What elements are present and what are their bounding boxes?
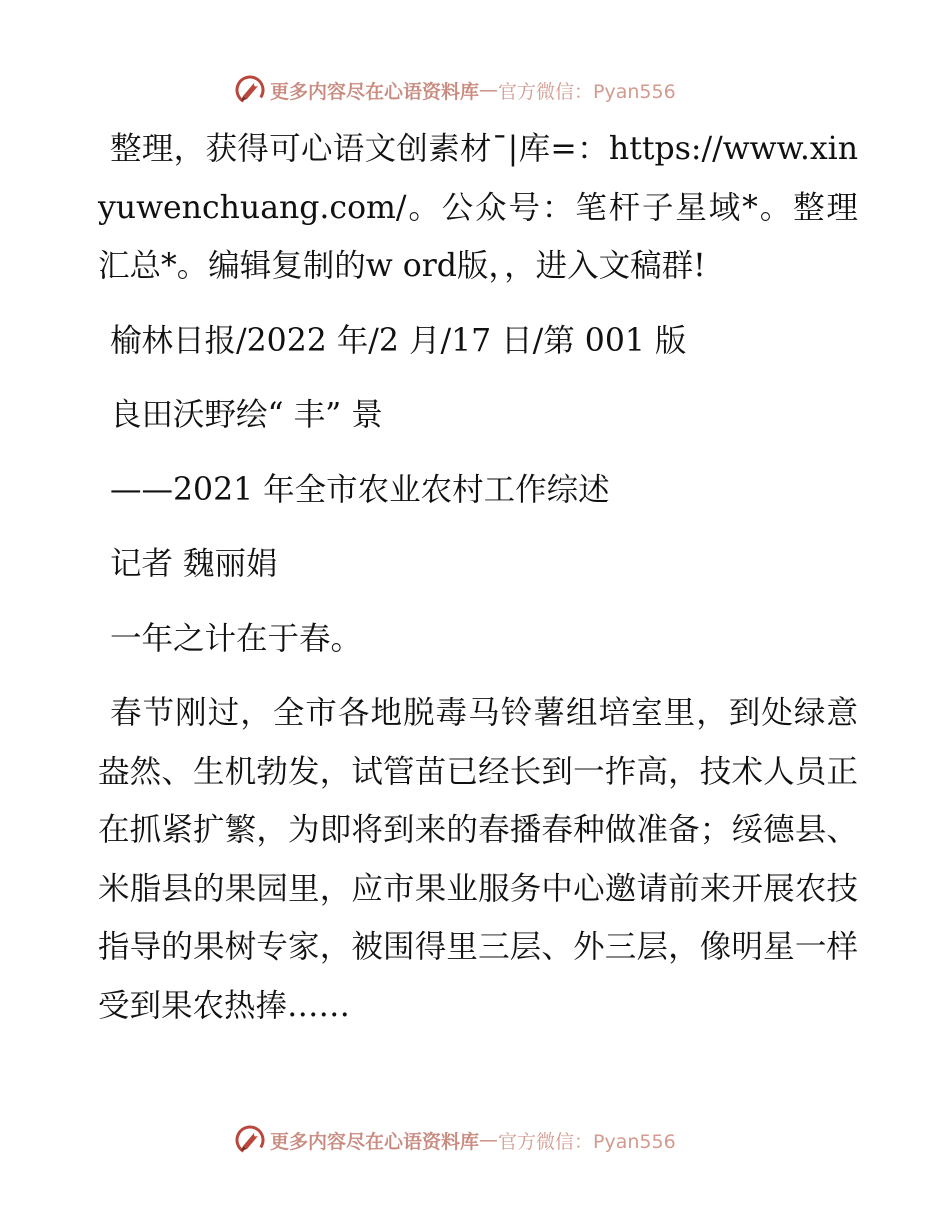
watermark-dash: — (479, 1129, 499, 1151)
footer-watermark (234, 1122, 676, 1158)
watermark-main-text: 更多内容尽在心语资料库 (270, 1130, 480, 1153)
watermark-dash: — (479, 79, 499, 101)
brush-logo-icon (234, 74, 266, 106)
intro-paragraph: 整理，获得可心语文创素材¯|库=：https://www.xinyuwenchuang.com/。公众号：笔杆子星域*。整理汇总*。编辑复制的w ord版，，进入文稿群! (98, 131, 858, 284)
watermark-wechat-text: 官方微信：Pyan556 (498, 80, 676, 103)
body-paragraph: 春节刚过，全市各地脱毒马铃薯组培室里，到处绿意盎然、生机勃发，试管苗已经长到一拃高，技术人员正在抓紧扩繁，为即将到来的春播春种做准备；绥德县、米脂县的果园里，应市果业服务中心邀请前来开展农技指导的果树专家，被围得里三层、外三层，像明星一样受到果农热捧…… (98, 695, 858, 1024)
article-title: 良田沃野绘“ 丰” 景 (110, 397, 383, 433)
lead-paragraph: 一年之计在于春。 (110, 620, 363, 657)
article-subtitle: ——2021 年全市农业农村工作综述 (110, 471, 610, 508)
document-body (98, 120, 858, 1035)
header-watermark (234, 72, 676, 108)
watermark-wechat-text: 官方微信：Pyan556 (498, 1130, 676, 1153)
brush-logo-icon (234, 1124, 266, 1156)
source-line: 榆林日报/2022 年/2 月/17 日/第 001 版 (110, 322, 687, 359)
watermark-main-text: 更多内容尽在心语资料库 (270, 80, 480, 103)
byline: 记者 魏丽娟 (110, 546, 278, 582)
